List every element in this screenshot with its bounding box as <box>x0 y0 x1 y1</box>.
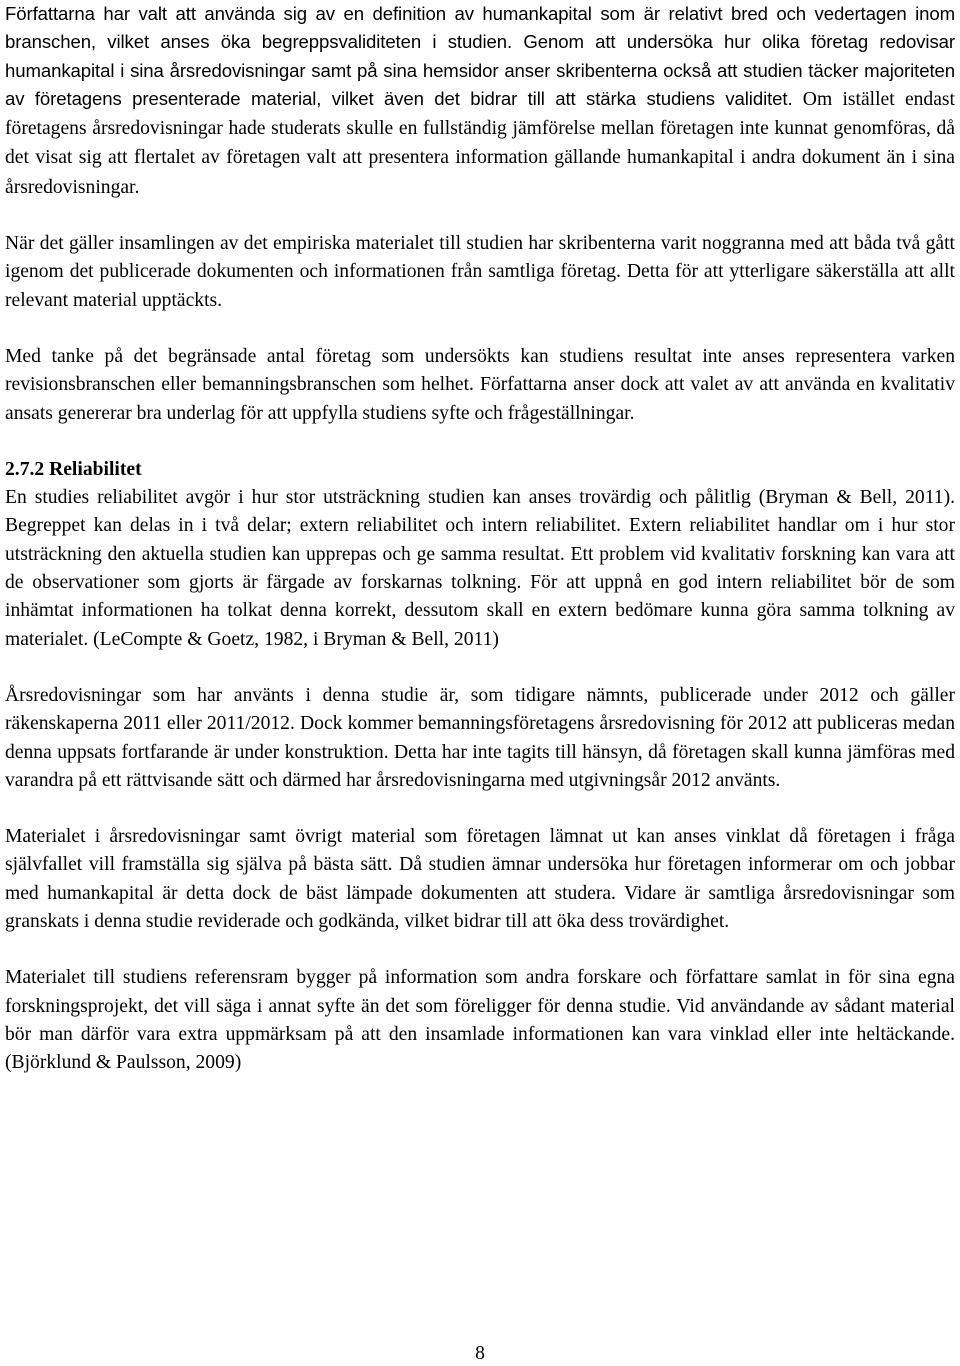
document-page <box>5 0 955 1078</box>
paragraph-gap <box>5 202 955 230</box>
paragraph-generalizability: Med tanke på det begränsade antal företag som undersökts kan studiens resultat inte anses representera varken revisionsbranschen eller bemanningsbranschen som helhet. Författarna anser dock att valet av att använda en kvalitativ ansats genererar bra underlag för att uppfylla studiens syfte och frågeställningar. <box>5 345 955 424</box>
paragraph-gap <box>5 428 955 456</box>
paragraph-validity-sans-part: Författarna har valt att använda sig av en definition av humankapital som är relativt bred och vedertagen inom branschen, vilket anses öka begreppsvaliditeten i studien. Genom att undersöka hur olika företag redovisar humankapital i sina årsredovisningar samt på sina hemsidor anser skribenterna också att studien täcker majoriteten av företagens presenterade material, vilket även det bidrar till att stärka studiens validitet. <box>5 3 955 109</box>
paragraph-material-bias: Materialet i årsredovisningar samt övrigt material som företagen lämnat ut kan anses vinklat då företagen i fråga självfallet vill framställa sig själva på bästa sätt. Då studien ämnar undersöka hur företagen informerar om och jobbar med humankapital är detta dock de bäst lämpade dokumenten att studera. Vidare är samtliga årsredovisningar som granskats i denna studie reviderade och godkända, vilket bidrar till att öka dess trovärdighet. <box>5 826 955 933</box>
paragraph-reliability-definition: En studies reliabilitet avgör i hur stor utsträckning studien kan anses trovärdig och pålitlig (Bryman & Bell, 2011). Begreppet kan delas in i två delar; extern reliabilitet och intern reliabilitet. Extern reliabilitet handlar om i hur stor utsträckning den aktuella studien kan upprepas och ge samma resultat. Ett problem vid kvalitativ forskning kan vara att de observationer som gjorts är färgade av forskarnas tolkning. För att uppnå en god intern reliabilitet bör de som inhämtat informationen ha tolkat denna korrekt, dessutom skall en extern bedömare kunna göra samma tolkning av materialet. (LeCompte & Goetz, 1982, i Bryman & Bell, 2011) <box>5 487 955 650</box>
paragraph-gap <box>5 315 955 343</box>
paragraph-gap <box>5 654 955 682</box>
section-heading-reliability: 2.7.2 Reliabilitet <box>5 458 142 480</box>
paragraph-reference-frame: Materialet till studiens referensram bygger på information som andra forskare och författare samlat in för sina egna forskningsprojekt, det vill säga i annat syfte än det som föreligger för denna studie. Vid användande av sådant material bör man därför vara extra uppmärksam på att den insamlade informationen kan vara vinklad eller inte heltäckande. (Björklund & Paulsson, 2009) <box>5 967 955 1074</box>
paragraph-data-collection: När det gäller insamlingen av det empiriska materialet till studien har skribenterna varit noggranna med att båda två gått igenom det publicerade dokumenten och informationen från samtliga företag. Detta för att ytterligare säkerställa att allt relevant material upptäckts. <box>5 233 955 311</box>
paragraph-validity <box>5 0 955 202</box>
paragraph-annual-reports: Årsredovisningar som har använts i denna studie är, som tidigare nämnts, publicerade under 2012 och gäller räkenskaperna 2011 eller 2011/2012. Dock kommer bemanningsföretagens årsredovisning för 2012 att publiceras medan denna uppsats fortfarande är under konstruktion. Detta har inte tagits till hänsyn, då företagen skall kunna jämföras med varandra på ett rättvisande sätt och därmed har årsredovisningarna med utgivningsår 2012 använts. <box>5 684 955 791</box>
page-number: 8 <box>475 1343 485 1364</box>
paragraph-gap <box>5 936 955 964</box>
paragraph-gap <box>5 795 955 823</box>
paragraph-validity-serif-part: Om istället endast företagens årsredovisningar hade studerats skulle en fullständig jämförelse mellan företagen inte kunnat genomföras, då det visat sig att flertalet av företagen valt att presentera information gällande humankapital i andra dokument än i sina årsredovisningar. <box>5 88 955 198</box>
